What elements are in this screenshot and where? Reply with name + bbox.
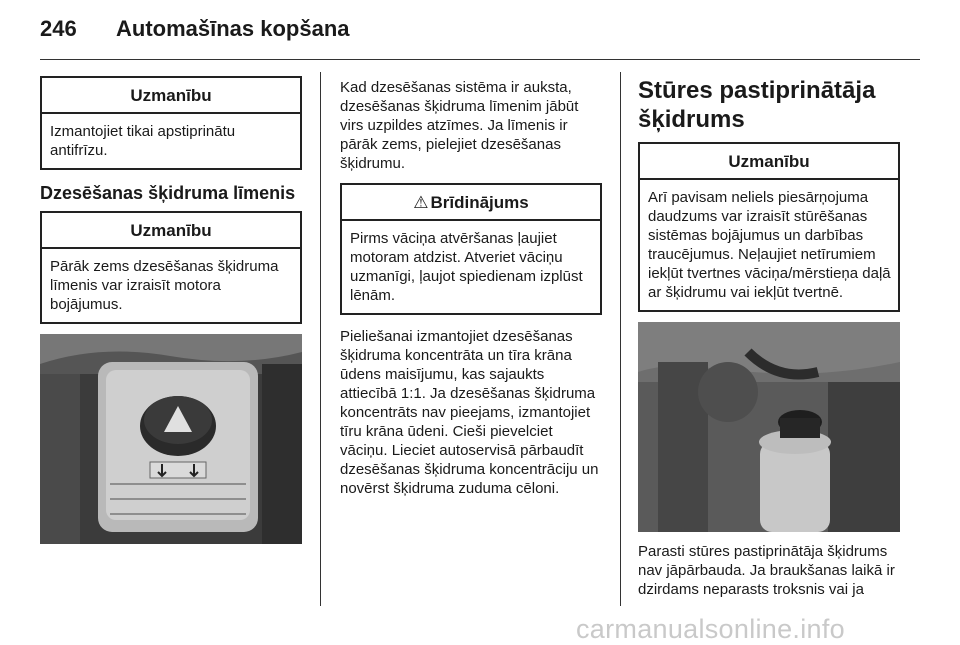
column-3: [638, 76, 900, 599]
column-divider-1: [320, 72, 321, 606]
page-number: 246: [40, 16, 77, 41]
coolant-tank-illustration: [40, 334, 302, 544]
caution-box-power-steering: [638, 142, 900, 312]
watermark: carmanualsonline.info: [576, 614, 845, 644]
caution-box-antifreeze: [40, 76, 302, 170]
column-2: [340, 78, 602, 498]
warning-box: [340, 183, 602, 315]
header-rule: [40, 59, 920, 60]
warning-triangle-icon: ⚠: [413, 193, 429, 212]
warning-heading: [342, 185, 600, 221]
coolant-intro-text: Kad dzesēšanas sistēma ir auksta, dzesēšanas šķidruma līmenim jābūt virs uzpildes atzīmes. Ja līmenis ir pārāk zems, pielejiet dzesēšanas šķidrumu.: [340, 79, 579, 172]
caution-text: Arī pavisam neliels piesārņojuma daudzums var izraisīt stūrēšanas sistēmas bojājumus un darbības traucējumus. Neļaujiet netīrumiem iekļūt tvertnes vāciņa/mērstieņa daļā ar šķidrumu vai iekļūt tvertnē.: [648, 189, 891, 301]
caution-text: Pārāk zems dzesēšanas šķidruma līmenis var izraisīt motora bojājumus.: [50, 258, 279, 313]
caution-heading: Uzmanību: [42, 213, 300, 249]
caution-heading: Uzmanību: [640, 144, 898, 180]
page-header: [40, 16, 920, 56]
caution-heading: Uzmanību: [42, 78, 300, 114]
warning-text: Pirms vāciņa atvēršanas ļaujiet motoram atdzist. Atveriet vāciņu uzmanīgi, ļaujot spiedienam izplūst lēnām.: [350, 230, 583, 304]
page-title: Automašīnas kopšana: [116, 16, 350, 41]
caution-box-coolant-level: [40, 211, 302, 324]
column-1: [40, 76, 302, 544]
coolant-tank-photo: [40, 334, 302, 544]
coolant-level-subheading: Dzesēšanas šķidruma līmenis: [40, 183, 296, 203]
power-steering-heading: Stūres pastiprinātāja šķidrums: [638, 77, 876, 133]
coolant-mixture-text: Pieliešanai izmantojiet dzesēšanas šķidruma koncentrāta un tīra krāna ūdens maisījumu, kas sajaukts attiecībā 1:1. Ja dzesēšanas šķidruma koncentrāts nav pieejams, izmantojiet tīru krāna ūdeni. Cieši pievelciet vāciņu. Lieciet autoservisā pārbaudīt dzesēšanas šķidruma koncentrāciju un novērst šķidruma zuduma cēloni.: [340, 328, 599, 497]
power-steering-body-text: Parasti stūres pastiprinātāja šķidrums nav jāpārbauda. Ja braukšanas laikā ir dzirdams neparasts troksnis vai ja: [638, 543, 895, 598]
column-divider-2: [620, 72, 621, 606]
caution-text: Izmantojiet tikai apstiprinātu antifrīzu.: [50, 123, 236, 159]
warning-heading-label: Brīdinājums: [430, 193, 529, 212]
power-steering-photo: [638, 322, 900, 532]
power-steering-reservoir-illustration: [638, 322, 900, 532]
